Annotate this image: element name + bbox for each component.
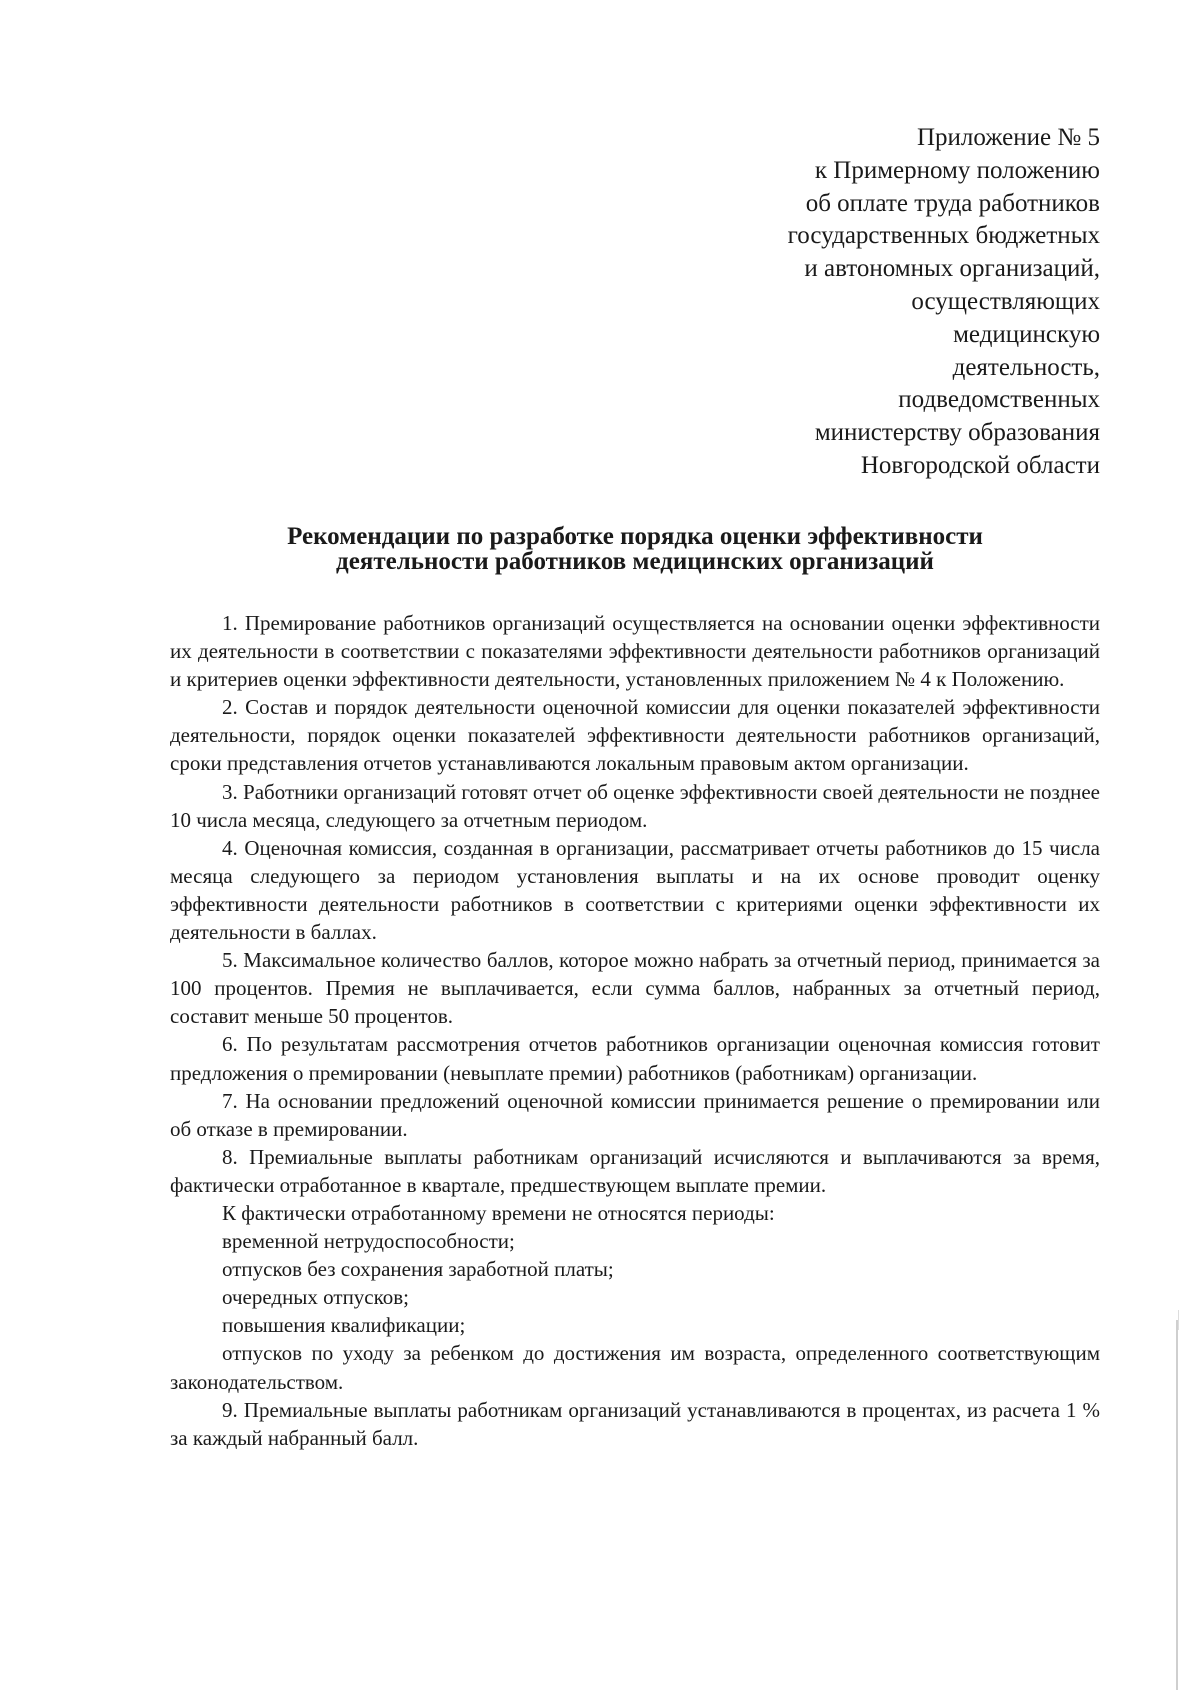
list-item: отпусков по уходу за ребенком до достижения им возраста, определенного соответствующим законодательством.: [170, 1341, 1100, 1394]
title-line-1: Рекомендации по разработке порядка оценки эффективности: [287, 523, 983, 550]
appendix-line: государственных бюджетных: [787, 222, 1100, 250]
appendix-line: осуществляющих: [911, 287, 1100, 315]
list-item: отпусков без сохранения заработной платы;: [222, 1257, 614, 1282]
appendix-line: к Примерному положению: [814, 156, 1100, 184]
list-item: очередных отпусков;: [222, 1285, 410, 1310]
scan-edge-line: [1176, 1320, 1178, 1690]
appendix-line: деятельность,: [952, 353, 1100, 381]
appendix-line: и автономных организаций,: [804, 255, 1100, 283]
paragraph: 8. Премиальные выплаты работникам организаций исчисляются и выплачиваются за время, фактически отработанное в квартале, предшествующем выплате премии.: [170, 1144, 1100, 1197]
paragraph: 5. Максимальное количество баллов, которое можно набрать за отчетный период, принимается за 100 процентов. Премия не выплачивается, если сумма баллов, набранных за отчетный период, составит меньше 50 процентов.: [170, 948, 1100, 1029]
paragraph: 9. Премиальные выплаты работникам организаций устанавливаются в процентах, из расчета 1 % за каждый набранный балл.: [170, 1397, 1100, 1450]
paragraph: 3. Работники организаций готовят отчет об оценке эффективности своей деятельности не позднее 10 числа месяца, следующего за отчетным периодом.: [170, 779, 1100, 832]
paragraph: 1. Премирование работников организаций осуществляется на основании оценки эффективности их деятельности в соответствии с показателями эффективности деятельности работников организаций и критериев оценки эффективности деятельности, установленных приложением № 4 к Положению.: [170, 611, 1100, 692]
paragraph: 6. По результатам рассмотрения отчетов работников организации оценочная комиссия готовит предложения о премировании (невыплате премии) работников (работникам) организации.: [170, 1032, 1100, 1085]
appendix-line: министерству образования: [814, 419, 1100, 447]
scan-edge-mark: [1178, 1310, 1179, 1330]
appendix-line: об оплате труда работников: [805, 189, 1100, 217]
paragraph: 2. Состав и порядок деятельности оценочной комиссии для оценки показателей эффективности деятельности, порядок оценки показателей эффективности деятельности работников организаций, сроки представления отчетов устанавливаются локальным правовым актом организации.: [170, 695, 1100, 776]
appendix-line: медицинскую: [953, 320, 1100, 348]
document-body: [170, 609, 1100, 1452]
appendix-header: [580, 122, 1100, 483]
paragraph: 4. Оценочная комиссия, созданная в организации, рассматривает отчеты работников до 15 числа месяца следующего за периодом установления выплаты и на их основе проводит оценку эффективности деятельности работников в соответствии с критериями оценки эффективности их деятельности в баллах.: [170, 835, 1100, 945]
appendix-line: подведомственных: [898, 386, 1100, 414]
list-intro: К фактически отработанному времени не относятся периоды:: [222, 1200, 775, 1225]
title-line-2: деятельности работников медицинских организаций: [336, 548, 934, 575]
paragraph: 7. На основании предложений оценочной комиссии принимается решение о премировании или об отказе в премировании.: [170, 1088, 1100, 1141]
list-item: повышения квалификации;: [222, 1313, 466, 1338]
appendix-line: Новгородской области: [860, 451, 1100, 479]
document-title: [170, 524, 1100, 574]
list-item: временной нетрудоспособности;: [222, 1229, 515, 1254]
appendix-line: Приложение № 5: [916, 124, 1100, 151]
